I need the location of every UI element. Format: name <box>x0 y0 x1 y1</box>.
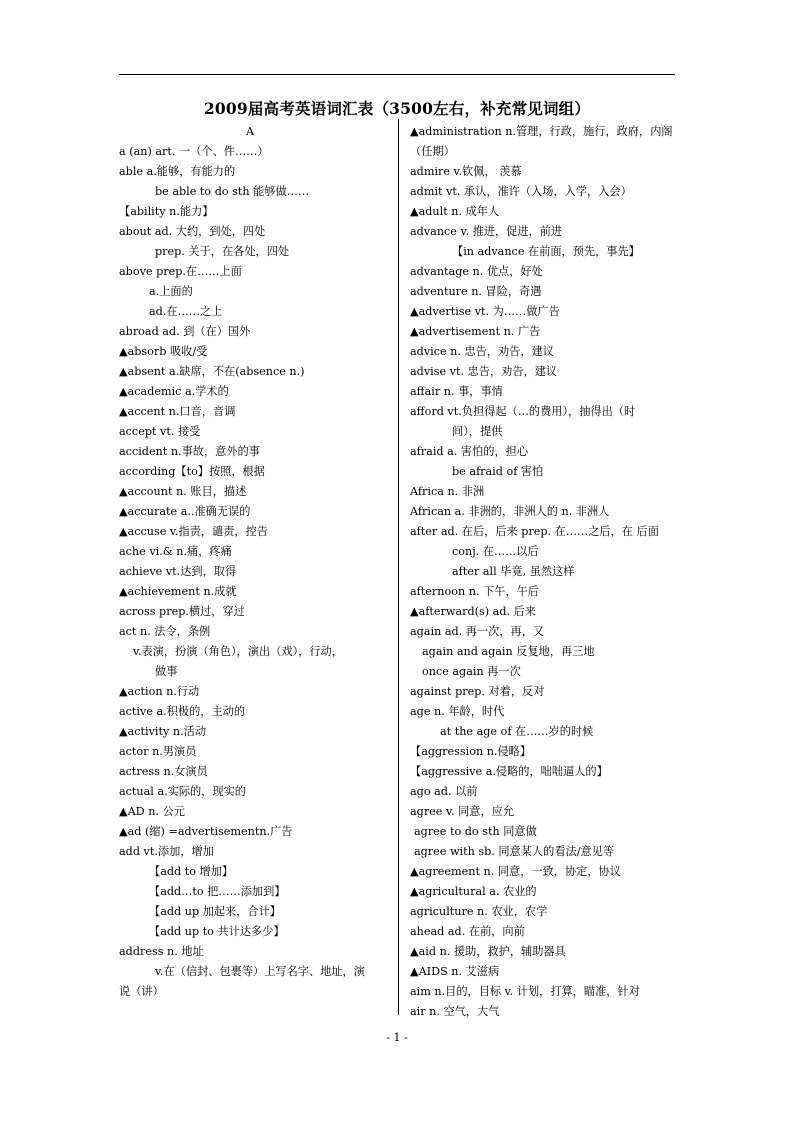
vocab-entry-line: ▲activity n.活动 <box>119 725 207 738</box>
vocab-entry-line: ▲ad (缩) =advertisementn.广告 <box>119 825 293 838</box>
vocab-entry-line: active a.积极的，主动的 <box>119 705 246 718</box>
vocab-entry-line: 【in advance 在前面，预先，事先】 <box>452 245 640 258</box>
vocab-entry-line: ad.在……之上 <box>149 305 223 318</box>
vocab-entry-line: act n. 法令，条例 <box>119 625 211 638</box>
vocab-entry-line: A <box>245 125 255 138</box>
vocab-entry-line: ▲action n.行动 <box>119 685 200 698</box>
vocab-entry-line: African a. 非洲的，非洲人的 n. 非洲人 <box>410 505 610 518</box>
vocab-entry-line: conj. 在……以后 <box>452 545 539 558</box>
vocab-entry-line: advise vt. 忠告，劝告，建议 <box>410 365 558 378</box>
vocab-entry-line: accept vt. 接受 <box>119 425 201 438</box>
vocab-entry-line: again and again 反复地，再三地 <box>422 645 595 658</box>
vocab-entry-line: address n. 地址 <box>119 945 204 958</box>
vocab-entry-line: across prep.横过，穿过 <box>119 605 245 618</box>
vocab-entry-line: ▲accurate a..准确无误的 <box>119 505 251 518</box>
vocab-entry-line: again ad. 再一次，再，又 <box>410 625 545 638</box>
vocab-entry-line: 做事 <box>155 665 178 678</box>
vocab-entry-line: ▲adult n. 成年人 <box>410 205 500 218</box>
vocab-entry-line: age n. 年龄，时代 <box>410 705 505 718</box>
vocab-entry-line: once again 再一次 <box>422 665 521 678</box>
vocab-entry-line: ▲agricultural a. 农业的 <box>410 885 537 898</box>
vocab-entry-line: agree to do sth 同意做 <box>414 825 537 838</box>
vocab-entry-line: add vt.添加，增加 <box>119 845 214 858</box>
vocab-entry-line: ▲afterward(s) ad. 后来 <box>410 605 536 618</box>
vocab-entry-line: advance v. 推进，促进，前进 <box>410 225 563 238</box>
vocab-entry-line: ▲achievement n.成就 <box>119 585 237 598</box>
vocab-entry-line: a (an) art. 一（个、件……） <box>119 145 269 158</box>
vocab-entry-line: 说（讲） <box>119 985 164 998</box>
vocab-entry-line: advice n. 忠告，劝告，建议 <box>410 345 554 358</box>
vocab-entry-line: ▲advertise vt. 为……做广告 <box>410 305 560 318</box>
vocab-entry-line: about ad. 大约，到处，四处 <box>119 225 266 238</box>
vocab-entry-line: after ad. 在后，后来 prep. 在……之后，在 后面 <box>410 525 659 538</box>
vocab-entry-line: achieve vt.达到，取得 <box>119 565 237 578</box>
vocab-entry-line: 【add to 增加】 <box>149 865 234 878</box>
vocab-entry-line: prep. 关于，在各处，四处 <box>155 245 290 258</box>
vocab-entry-line: admit vt. 承认，准许（入场，入学，入会） <box>410 185 632 198</box>
vocab-entry-line: ▲absorb 吸收/受 <box>119 345 208 358</box>
vocab-entry-line: advantage n. 优点，好处 <box>410 265 543 278</box>
vocab-entry-line: able a.能够，有能力的 <box>119 165 236 178</box>
vocab-entry-line: 【add up to 共计达多少】 <box>149 925 285 938</box>
vocab-entry-line: （任期） <box>410 145 455 158</box>
vocab-entry-line: after all 毕竟, 虽然这样 <box>452 565 575 578</box>
vocab-entry-line: v.表演，扮演（角色），演出（戏），行动， <box>133 645 343 658</box>
vocab-entry-line: ahead ad. 在前，向前 <box>410 925 525 938</box>
vocab-entry-line: aim n.目的，目标 v. 计划，打算，瞄准，针对 <box>410 985 640 998</box>
vocab-entry-line: ▲absent a.缺席，不在(absence n.) <box>119 365 305 378</box>
vocab-entry-line: actress n.女演员 <box>119 765 208 778</box>
vocab-entry-line: actor n.男演员 <box>119 745 197 758</box>
vocab-entry-line: ▲AIDS n. 艾滋病 <box>410 965 500 978</box>
header-rule <box>119 74 675 75</box>
vocab-entry-line: v.在（信封、包裹等）上写名字、地址，演 <box>155 965 365 978</box>
vocab-entry-line: afternoon n. 下午，午后 <box>410 585 539 598</box>
vocab-entry-line: ▲accent n.口音，音调 <box>119 405 236 418</box>
vocab-entry-line: agree with sb. 同意某人的看法/意见等 <box>414 845 615 858</box>
vocab-entry-line: 【aggression n.侵略】 <box>410 745 532 758</box>
vocab-entry-line: adventure n. 冒险，奇遇 <box>410 285 542 298</box>
vocab-entry-line: agree v. 同意，应允 <box>410 805 515 818</box>
vocab-entry-line: afford vt.负担得起（…的费用），抽得出（时 <box>410 405 636 418</box>
vocab-entry-line: actual a.实际的，现实的 <box>119 785 246 798</box>
vocab-entry-line: ▲account n. 账目，描述 <box>119 485 247 498</box>
vocab-entry-line: be able to do sth 能够做…… <box>155 185 310 198</box>
vocab-entry-line: ▲aid n. 援助，救护，辅助器具 <box>410 945 566 958</box>
vocab-entry-line: affair n. 事，事情 <box>410 385 503 398</box>
vocab-entry-line: admire v.钦佩， 羡慕 <box>410 165 522 178</box>
vocab-entry-line: be afraid of 害怕 <box>452 465 544 478</box>
vocab-entry-line: at the age of 在……岁的时候 <box>440 725 594 738</box>
vocab-entry-line: accident n.事故，意外的事 <box>119 445 260 458</box>
vocab-entry-line: ▲administration n.管理，行政，施行，政府，内阁 <box>410 125 673 138</box>
vocab-entry-line: 【add…to 把……添加到】 <box>149 885 286 898</box>
vocab-entry-line: ▲accuse v.指责，谴责，控告 <box>119 525 268 538</box>
vocab-entry-line: abroad ad. 到（在）国外 <box>119 325 251 338</box>
vocab-entry-line: afraid a. 害怕的，担心 <box>410 445 529 458</box>
vocab-entry-line: above prep.在……上面 <box>119 265 242 278</box>
left-column <box>119 122 381 1002</box>
vocab-entry-line: ▲academic a.学术的 <box>119 385 229 398</box>
vocab-entry-line: 【ability n.能力】 <box>119 205 214 218</box>
vocab-entry-line: ago ad. 以前 <box>410 785 478 798</box>
right-column <box>410 122 680 1022</box>
vocab-entry-line: according【to】按照，根据 <box>119 465 265 478</box>
vocab-entry-line: ache vi.& n.痛，疼痛 <box>119 545 232 558</box>
vocab-entry-line: a.上面的 <box>149 285 193 298</box>
vocab-entry-line: 【aggressive a.侵略的，咄咄逼人的】 <box>410 765 608 778</box>
vocab-entry-line: Africa n. 非洲 <box>410 485 485 498</box>
vocab-entry-line: 【add up 加起来，合计】 <box>149 905 281 918</box>
vocab-entry-line: agriculture n. 农业，农学 <box>410 905 548 918</box>
vocab-entry-line: ▲AD n. 公元 <box>119 805 185 818</box>
column-divider <box>398 119 399 1015</box>
vocab-entry-line: ▲agreement n. 同意，一致，协定，协议 <box>410 865 621 878</box>
page-number: - 1 - <box>386 1031 408 1044</box>
page-title: 2009届高考英语词汇表（3500左右，补充常见词组） <box>203 99 591 118</box>
vocab-entry-line: 间），提供 <box>452 425 503 438</box>
vocab-entry-line: air n. 空气，大气 <box>410 1005 500 1018</box>
vocab-entry-line: ▲advertisement n. 广告 <box>410 325 541 338</box>
vocab-entry-line: against prep. 对着，反对 <box>410 685 545 698</box>
